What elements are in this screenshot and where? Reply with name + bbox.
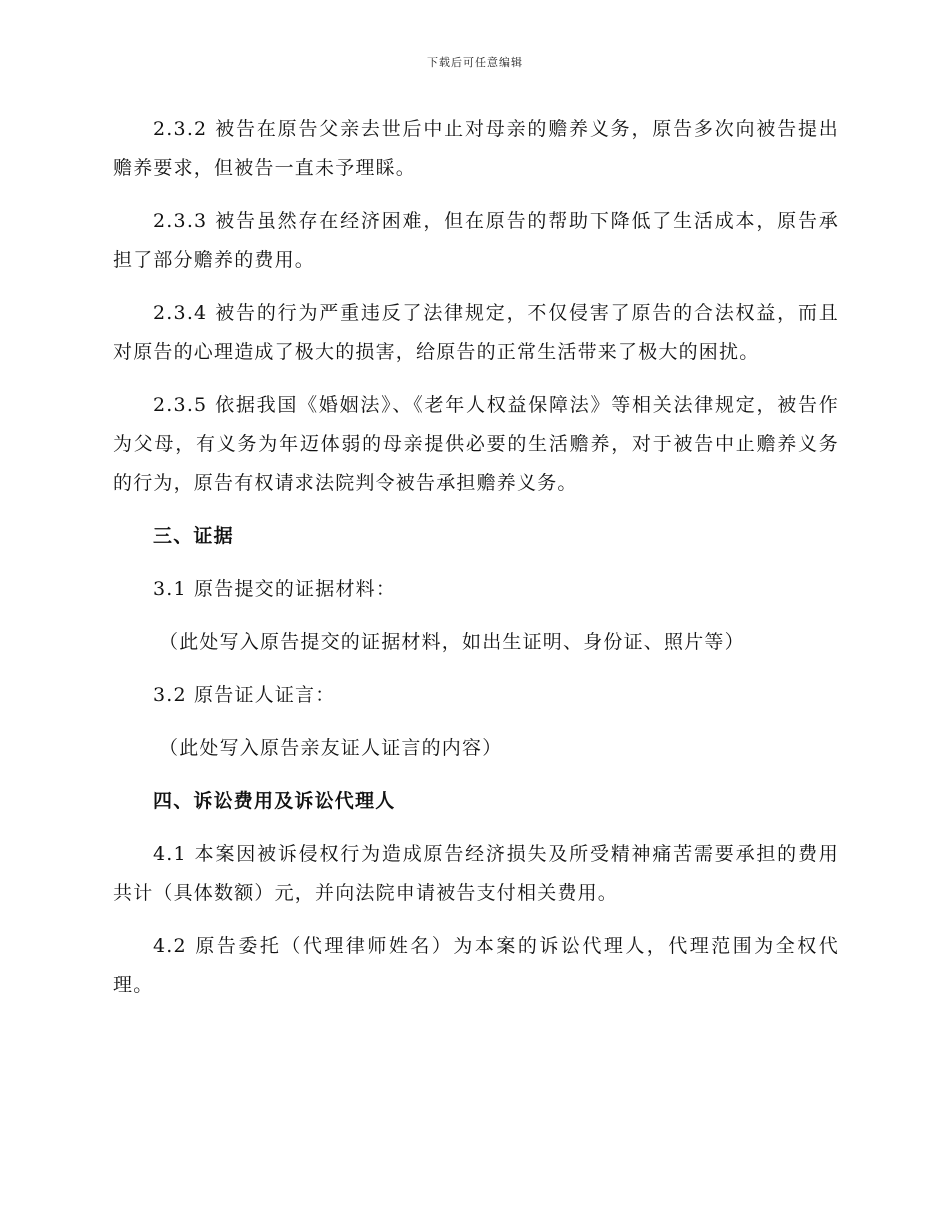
placeholder-evidence-materials: （此处写入原告提交的证据材料，如出生证明、身份证、照片等）: [159, 631, 745, 653]
paragraph-4-2: 4.2 原告委托（代理律师姓名）为本案的诉讼代理人，代理范围为全权代理。: [113, 935, 839, 996]
paragraph-2-3-5: 2.3.5 依据我国《婚姻法》、《老年人权益保障法》等相关法律规定，被告作为父母，有义务为年迈体弱的母亲提供必要的生活赡养，对于被告中止赡养义务的行为，原告有权请求法院判令被告承担赡养义务。: [113, 394, 839, 494]
paragraph-3-1: 3.1 原告提交的证据材料：: [153, 578, 397, 600]
section-heading-evidence: 三、证据: [153, 525, 234, 547]
paragraph-2-3-4: 2.3.4 被告的行为严重违反了法律规定，不仅侵害了原告的合法权益，而且对原告的心理造成了极大的损害，给原告的正常生活带来了极大的困扰。: [113, 302, 839, 363]
document-body: [113, 110, 839, 1019]
paragraph-2-3-2: 2.3.2 被告在原告父亲去世后中止对母亲的赡养义务，原告多次向被告提出赡养要求，但被告一直未予理睬。: [113, 118, 839, 179]
section-heading-costs-agent: 四、诉讼费用及诉讼代理人: [153, 790, 396, 812]
paragraph-4-1: 4.1 本案因被诉侵权行为造成原告经济损失及所受精神痛苦需要承担的费用共计（具体数额）元，并向法院申请被告支付相关费用。: [113, 843, 839, 904]
placeholder-witness-testimony: （此处写入原告亲友证人证言的内容）: [159, 737, 503, 759]
page-header-note: 下载后可任意编辑: [427, 56, 523, 69]
paragraph-3-2: 3.2 原告证人证言：: [153, 684, 336, 706]
paragraph-2-3-3: 2.3.3 被告虽然存在经济困难，但在原告的帮助下降低了生活成本，原告承担了部分赡养的费用。: [113, 210, 839, 271]
